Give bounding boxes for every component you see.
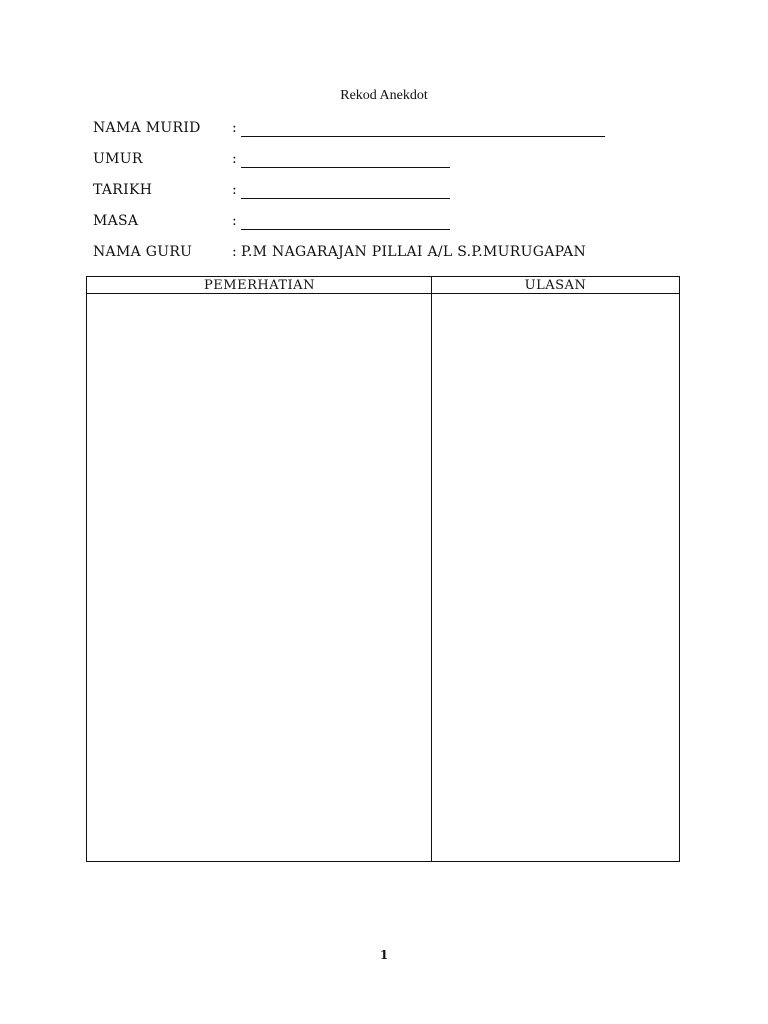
field-separator: : (232, 244, 238, 260)
field-separator: : (232, 213, 238, 229)
table-header-pemerhatian: PEMERHATIAN (87, 277, 432, 294)
masa-input-line[interactable] (241, 229, 450, 230)
field-separator: : (232, 182, 238, 198)
field-tarikh (93, 182, 613, 202)
document-title: Rekod Anekdot (340, 88, 428, 103)
field-label-tarikh: TARIKH (93, 182, 153, 198)
field-nama-murid (93, 120, 613, 140)
field-separator: : (232, 151, 238, 167)
field-label-masa: MASA (93, 213, 139, 229)
field-umur (93, 151, 613, 171)
table-header-ulasan: ULASAN (432, 277, 679, 294)
umur-input-line[interactable] (241, 167, 450, 168)
nama-murid-input-line[interactable] (241, 136, 605, 137)
field-nama-guru (93, 244, 653, 264)
ulasan-cell[interactable] (432, 294, 679, 861)
field-masa (93, 213, 613, 233)
observation-table (86, 276, 680, 862)
tarikh-input-line[interactable] (241, 198, 450, 199)
field-label-umur: UMUR (93, 151, 143, 167)
page-number: 1 (379, 948, 389, 962)
pemerhatian-cell[interactable] (87, 294, 432, 861)
field-separator: : (232, 120, 238, 136)
nama-guru-value: P.M NAGARAJAN PILLAI A/L S.P.MURUGAPAN (241, 244, 586, 260)
field-label-nama-murid: NAMA MURID (93, 120, 201, 136)
field-label-nama-guru: NAMA GURU (93, 244, 193, 260)
